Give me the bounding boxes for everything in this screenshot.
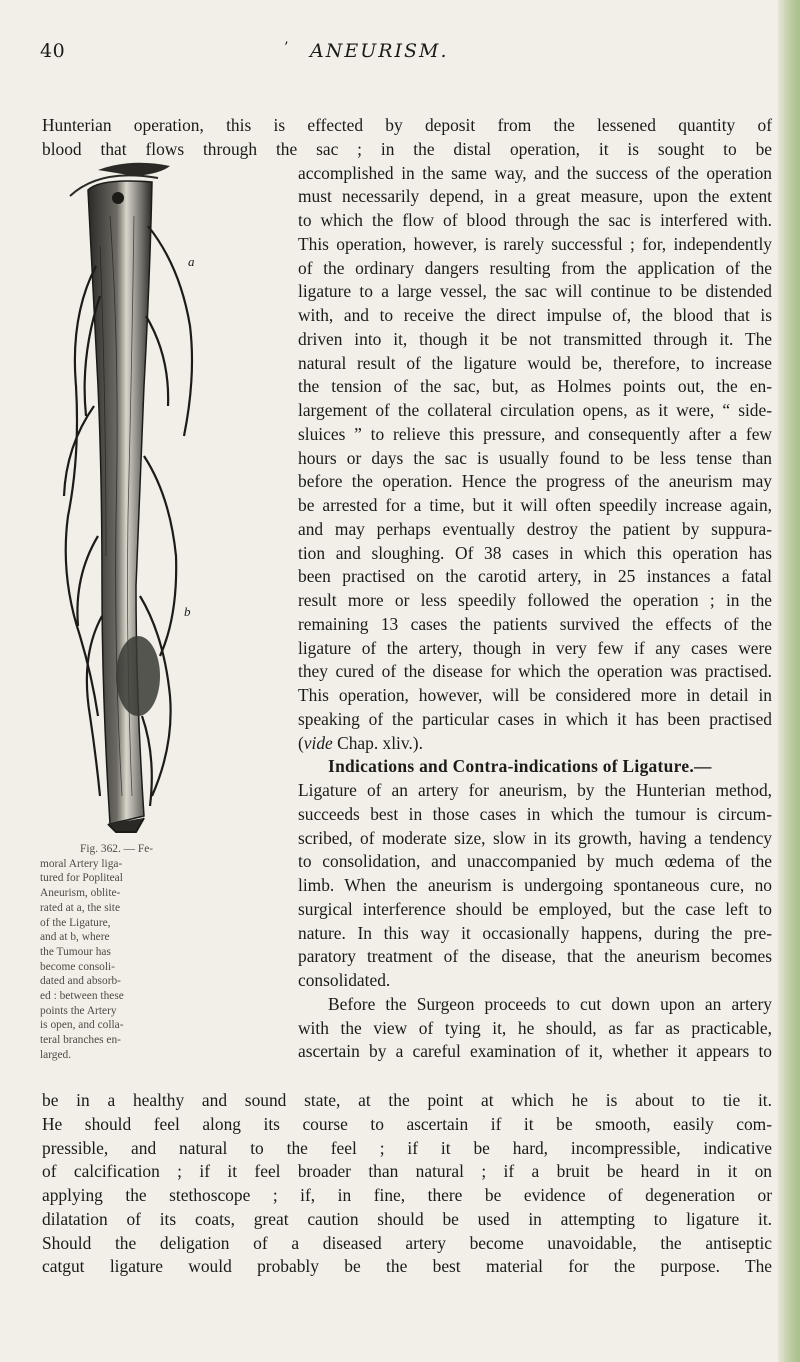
text-line: consolidated.	[298, 970, 391, 990]
text-line: remaining 13 cases the patients survived the effects of the	[298, 613, 772, 634]
figure-label-a: a	[188, 254, 195, 269]
ligature-site	[112, 192, 124, 204]
text-line: accomplished in the same way, and the success of the operation	[298, 162, 772, 183]
text-line: paratory treatment of the disease, that the aneurism becomes	[298, 946, 772, 967]
page-edge	[778, 0, 800, 1362]
caption-line: tured for Popliteal	[40, 872, 123, 885]
femoral-artery	[88, 181, 152, 824]
caption-line: larged.	[40, 1048, 72, 1061]
text-line: Ligature of an artery for aneurism, by the Hunterian method,	[298, 780, 772, 800]
text-line: catgut ligature would probably be the best material for the purpose. The	[42, 1256, 772, 1277]
text-line: This operation, however, is rarely successful ; for, independently	[298, 233, 772, 254]
caption-line: the Tumour has	[40, 945, 111, 958]
running-head: ANEURISM.	[310, 40, 449, 62]
text-line: of the ordinary dangers resulting from the application of the	[298, 257, 772, 278]
text-line: speaking of the particular cases in which it has been practised	[298, 708, 772, 729]
text-line: ligature of the artery, though in very few if any cases were	[298, 637, 772, 658]
caption-line: Aneurism, oblite-	[40, 887, 121, 900]
text-line: nature. In this way it occasionally happens, during the pre-	[298, 922, 772, 943]
vide-italic: vide	[303, 732, 333, 753]
text-line: largement of the collateral circulation opens, as it were, “ side-	[298, 400, 772, 420]
text-line: they cured of the disease for which the operation was practised.	[298, 661, 772, 682]
text-line: Before the Surgeon proceeds to cut down upon an artery	[328, 993, 772, 1014]
caption-line: and at b, where	[40, 931, 110, 944]
text-line: sluices ” to relieve this pressure, and consequently after a few	[298, 423, 772, 444]
text-line: applying the stethoscope ; if, in fine, there be evidence of degeneration or	[42, 1185, 772, 1205]
text-line: be arrested for a time, but it will often speedily increase again,	[298, 495, 772, 515]
caption-line: teral branches en-	[40, 1034, 121, 1047]
caption-line: become consoli-	[40, 960, 115, 973]
paragraph-top	[42, 114, 772, 162]
caption-line: is open, and colla-	[40, 1019, 124, 1032]
paragraph-bottom	[42, 1089, 772, 1279]
text-line: scribed, of moderate size, slow in its growth, having a tendency	[298, 827, 772, 848]
text-line: succeeds best in those cases in which the tumour is circum-	[298, 803, 772, 824]
text-line: surgical interference should be employed, but the case left to	[298, 898, 772, 919]
text-line: limb. When the aneurism is undergoing spontaneous cure, no	[298, 875, 772, 895]
text-line: driven into it, though it be not transmitted through it. The	[298, 328, 772, 349]
text-line: Hunterian operation, this is effected by deposit from the lessened quantity of	[42, 115, 772, 135]
figure-caption	[40, 842, 290, 1063]
paragraph-beside-figure	[298, 162, 772, 1065]
text-line: ascertain by a careful examination of it, whether it appears to	[298, 1041, 772, 1062]
text-line: blood that flows through the sac ; in the distal operation, it is sought to be	[42, 138, 772, 159]
text-line: ligature to a large vessel, the sac will continue to be distended	[298, 281, 772, 302]
text-line: tion and sloughing. Of 38 cases in which this operation has	[298, 542, 772, 563]
text-line: pressible, and natural to the feel ; if it be hard, incompressible, indicative	[42, 1137, 772, 1158]
text-line-vide: (vide Chap. xliv.).	[298, 732, 423, 753]
text-line: been practised on the carotid artery, in 25 instances a fatal	[298, 566, 772, 587]
text-line: He should feel along its course to ascertain if it be smooth, easily com-	[42, 1113, 772, 1134]
text-line: This operation, however, will be considered more in detail in	[298, 685, 772, 705]
text-line: with, and to receive the direct impulse of, the blood that is	[298, 305, 772, 325]
text-line: with the view of tying it, he should, as far as practicable,	[298, 1017, 772, 1038]
page-number: 40	[40, 40, 66, 62]
text-line: the tension of the sac, but, as Holmes points out, the en-	[298, 376, 772, 397]
caption-line: points the Artery	[40, 1004, 117, 1017]
text-line: and may perhaps eventually destroy the patient by suppura-	[298, 518, 772, 539]
text-line: to which the flow of blood through the sac is interfered with.	[298, 210, 772, 230]
text-line: be in a healthy and sound state, at the point at which he is about to tie it.	[42, 1090, 772, 1110]
text-line: natural result of the ligature would be, therefore, to increase	[298, 352, 772, 373]
caption-line: Fig. 362. — Fe-	[80, 843, 154, 855]
caption-line: ed : between these	[40, 990, 124, 1003]
caption-line: rated at a, the site	[40, 901, 121, 914]
stray-mark: ’	[284, 40, 289, 56]
section-heading: Indications and Contra-indications of Ligature.—	[328, 756, 712, 777]
caption-line: of the Ligature,	[40, 916, 111, 929]
text-line: of calcification ; if it feel broader than natural ; if a bruit be heard in it on	[42, 1161, 772, 1182]
text-line: to consolidation, and unaccompanied by much œdema of the	[298, 851, 772, 872]
consolidated-tumour	[116, 636, 160, 716]
text-line: hours or days the sac is usually found to be less tense than	[298, 447, 772, 468]
text-line: Should the deligation of a diseased artery become unavoidable, the antiseptic	[42, 1232, 772, 1253]
text-line: dilatation of its coats, great caution should be used in attempting to ligature it.	[42, 1208, 772, 1229]
artery-top-edge	[98, 163, 170, 176]
text-line: must necessarily depend, in a great measure, upon the extent	[298, 186, 772, 207]
text-line: result more or less speedily followed the operation ; in the	[298, 590, 772, 610]
artery-figure	[40, 156, 290, 834]
text-line: before the operation. Hence the progress of the aneurism may	[298, 471, 772, 492]
figure-label-b: b	[184, 604, 191, 619]
caption-line: moral Artery liga-	[40, 857, 123, 870]
caption-line: dated and absorb-	[40, 975, 121, 988]
